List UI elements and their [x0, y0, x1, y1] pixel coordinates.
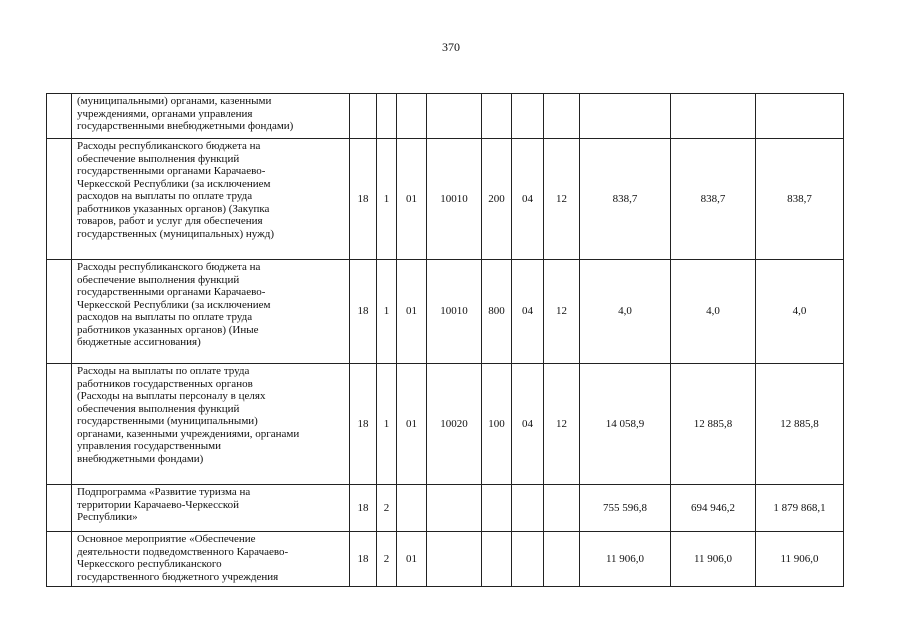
description-line: деятельности подведомственного Карачаево-	[77, 545, 289, 558]
code-subprogram: 01	[397, 139, 427, 260]
code-section: 04	[512, 139, 544, 260]
code-subsection	[544, 485, 580, 532]
description-line: Расходы республиканского бюджета на	[77, 261, 261, 273]
description-line: Расходы республиканского бюджета на	[77, 140, 261, 152]
description-line: Черкесской Республики (за исключением	[77, 298, 271, 311]
amount-year-1: 755 596,8	[580, 485, 671, 532]
code-admin: 18	[350, 139, 377, 260]
description-line: расходов на выплаты по оплате труда	[77, 311, 253, 323]
code-admin	[350, 94, 377, 139]
code-expense-type	[482, 485, 512, 532]
description-line: Республики»	[77, 511, 138, 523]
description-line: государственными органами Карачаево-	[77, 165, 266, 177]
description-line: органами, казенными учреждениями, органами	[77, 427, 300, 440]
table-row	[47, 364, 844, 485]
code-subsection	[544, 532, 580, 587]
table-row	[47, 532, 844, 587]
description-line: бюджетные ассигнования)	[77, 336, 201, 348]
description-cell	[72, 485, 350, 532]
description-line: Черкесского республиканского	[77, 558, 222, 570]
table-row	[47, 485, 844, 532]
description-line: учреждениями, органами управления	[77, 107, 253, 120]
description-cell	[72, 139, 350, 260]
code-subprogram	[397, 485, 427, 532]
description-cell	[72, 532, 350, 587]
amount-year-1: 14 058,9	[580, 364, 671, 485]
description-line: обеспечение выполнения функций	[77, 152, 240, 165]
code-program: 1	[377, 260, 397, 364]
amount-year-2	[671, 94, 756, 139]
description-line: работников указанных органов) (Закупка	[77, 202, 270, 215]
description-line: товаров, работ и услуг для обеспечения	[77, 215, 263, 227]
code-subsection: 12	[544, 139, 580, 260]
amount-year-3: 1 879 868,1	[756, 485, 844, 532]
code-subsection: 12	[544, 364, 580, 485]
amount-year-3: 11 906,0	[756, 532, 844, 587]
description-line: государственными внебюджетными фондами)	[77, 120, 294, 132]
amount-year-3	[756, 94, 844, 139]
amount-year-3: 4,0	[756, 260, 844, 364]
description-line: работников указанных органов) (Иные	[77, 323, 259, 336]
amount-year-3: 838,7	[756, 139, 844, 260]
row-number-cell	[47, 260, 72, 364]
description-line: управления государственными	[77, 440, 222, 452]
code-section	[512, 532, 544, 587]
code-direction: 10010	[427, 139, 482, 260]
description-line: Подпрограмма «Развитие туризма на	[77, 486, 251, 498]
code-program: 2	[377, 485, 397, 532]
code-section: 04	[512, 364, 544, 485]
description-cell	[72, 260, 350, 364]
description-line: расходов на выплаты по оплате труда	[77, 190, 253, 202]
amount-year-3: 12 885,8	[756, 364, 844, 485]
description-line: государственных (муниципальных) нужд)	[77, 227, 274, 240]
description-line: Расходы на выплаты по оплате труда	[77, 365, 250, 377]
page-number: 370	[442, 40, 460, 54]
description-line: (муниципальными) органами, казенными	[77, 95, 272, 107]
row-number-cell	[47, 364, 72, 485]
code-expense-type	[482, 94, 512, 139]
code-subsection: 12	[544, 260, 580, 364]
amount-year-2: 4,0	[671, 260, 756, 364]
description-line: государственными органами Карачаево-	[77, 286, 266, 298]
code-section: 04	[512, 260, 544, 364]
description-cell	[72, 364, 350, 485]
code-direction: 10020	[427, 364, 482, 485]
table-row	[47, 94, 844, 139]
description-line: государственными (муниципальными)	[77, 415, 258, 427]
code-section	[512, 485, 544, 532]
code-direction	[427, 485, 482, 532]
code-program: 1	[377, 139, 397, 260]
description-line: обеспечение выполнения функций	[77, 273, 240, 286]
code-program: 2	[377, 532, 397, 587]
amount-year-2: 838,7	[671, 139, 756, 260]
description-line: внебюджетными фондами)	[77, 452, 204, 465]
code-subprogram	[397, 94, 427, 139]
code-direction	[427, 94, 482, 139]
amount-year-2: 12 885,8	[671, 364, 756, 485]
code-expense-type: 800	[482, 260, 512, 364]
row-number-cell	[47, 139, 72, 260]
code-admin: 18	[350, 260, 377, 364]
amount-year-1: 4,0	[580, 260, 671, 364]
code-program	[377, 94, 397, 139]
code-subprogram: 01	[397, 260, 427, 364]
code-expense-type: 100	[482, 364, 512, 485]
amount-year-2: 11 906,0	[671, 532, 756, 587]
table-row	[47, 260, 844, 364]
description-line: государственного бюджетного учреждения	[77, 570, 279, 583]
description-line: Основное мероприятие «Обеспечение	[77, 533, 256, 545]
description-cell	[72, 94, 350, 139]
code-admin: 18	[350, 532, 377, 587]
budget-table	[46, 93, 844, 587]
code-section	[512, 94, 544, 139]
amount-year-1	[580, 94, 671, 139]
code-admin: 18	[350, 364, 377, 485]
code-expense-type	[482, 532, 512, 587]
code-expense-type: 200	[482, 139, 512, 260]
table-row	[47, 139, 844, 260]
description-line: (Расходы на выплаты персоналу в целях	[77, 390, 266, 402]
row-number-cell	[47, 532, 72, 587]
description-line: Черкесской Республики (за исключением	[77, 177, 271, 190]
code-program: 1	[377, 364, 397, 485]
code-direction	[427, 532, 482, 587]
code-direction: 10010	[427, 260, 482, 364]
code-subprogram: 01	[397, 532, 427, 587]
description-line: обеспечения выполнения функций	[77, 402, 240, 415]
code-subsection	[544, 94, 580, 139]
amount-year-1: 838,7	[580, 139, 671, 260]
code-admin: 18	[350, 485, 377, 532]
description-line: работников государственных органов	[77, 377, 253, 390]
amount-year-1: 11 906,0	[580, 532, 671, 587]
amount-year-2: 694 946,2	[671, 485, 756, 532]
description-line: территории Карачаево-Черкесской	[77, 498, 240, 511]
row-number-cell	[47, 94, 72, 139]
row-number-cell	[47, 485, 72, 532]
code-subprogram: 01	[397, 364, 427, 485]
